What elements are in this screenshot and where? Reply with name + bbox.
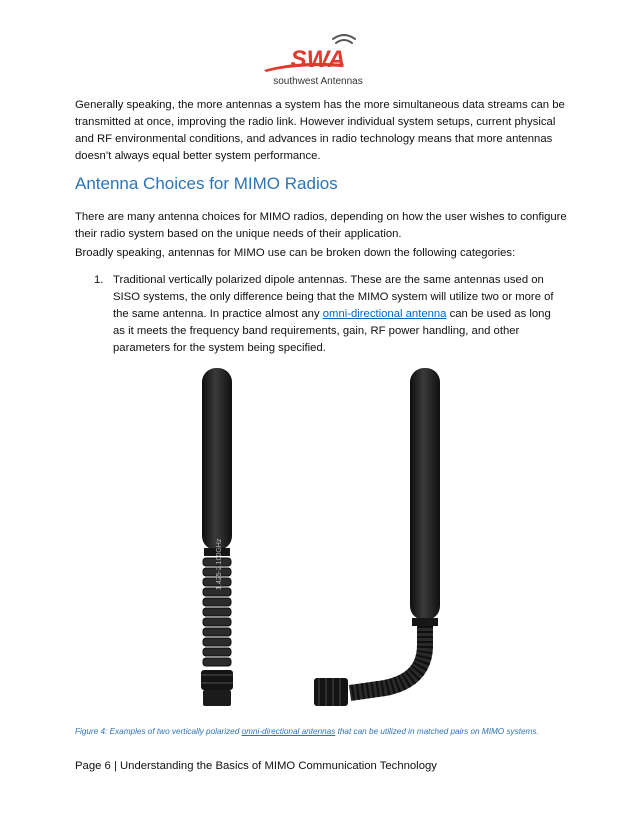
category-list — [94, 272, 564, 357]
logo-letters: SWA — [290, 46, 346, 73]
paragraph-antenna-choices: There are many antenna choices for MIMO radios, depending on how the user wishes to configure their radio system based on the unique needs of their application. — [75, 211, 567, 240]
caption-omni-directional-antennas-link[interactable]: omni-directional antennas — [241, 727, 336, 736]
list-item-number: 1. — [94, 274, 104, 286]
signal-waves-icon — [333, 35, 355, 43]
bent-dipole-antenna-image — [314, 368, 440, 706]
antenna-frequency-label: 1.425-2.100GHz — [216, 538, 223, 590]
page-footer: Page 6 | Understanding the Basics of MIMO Communication Technology — [75, 760, 437, 772]
list-item — [94, 272, 564, 357]
paragraph-categories: Broadly speaking, antennas for MIMO use can be broken down the following categories: — [75, 247, 516, 259]
figure-caption — [75, 727, 539, 736]
omni-directional-antenna-link[interactable]: omni-directional antenna — [322, 308, 447, 320]
section-heading: Antenna Choices for MIMO Radios — [75, 174, 338, 193]
antenna-figure — [180, 360, 460, 710]
southwest-antennas-logo — [248, 34, 388, 90]
list-item-text-after: can be used as long as it meets the frequency band requirements, gain, RF power handling, and other parameters for the system being specified. — [113, 308, 551, 354]
list-item-text-before: Traditional vertically polarized dipole antennas. These are the same antennas used on SISO systems, the only difference being that the MIMO system will utilize two or more of the same antenna. In practice almost any — [113, 274, 554, 320]
caption-text-after: that can be utilized in matched pairs on MIMO systems. — [335, 727, 539, 736]
caption-text-before: Figure 4: Examples of two vertically polarized — [75, 727, 242, 736]
logo-subtext: southwest Antennas — [273, 76, 363, 87]
intro-paragraph: Generally speaking, the more antennas a system has the more simultaneous data streams can be transmitted at once, improving the radio link. However individual system setups, current physical and RF environmental conditions, and advances in radio technology means that more antennas doesn’t always equal better system performance. — [75, 99, 565, 162]
list-item-text — [113, 272, 564, 357]
straight-dipole-antenna-image — [201, 368, 233, 706]
